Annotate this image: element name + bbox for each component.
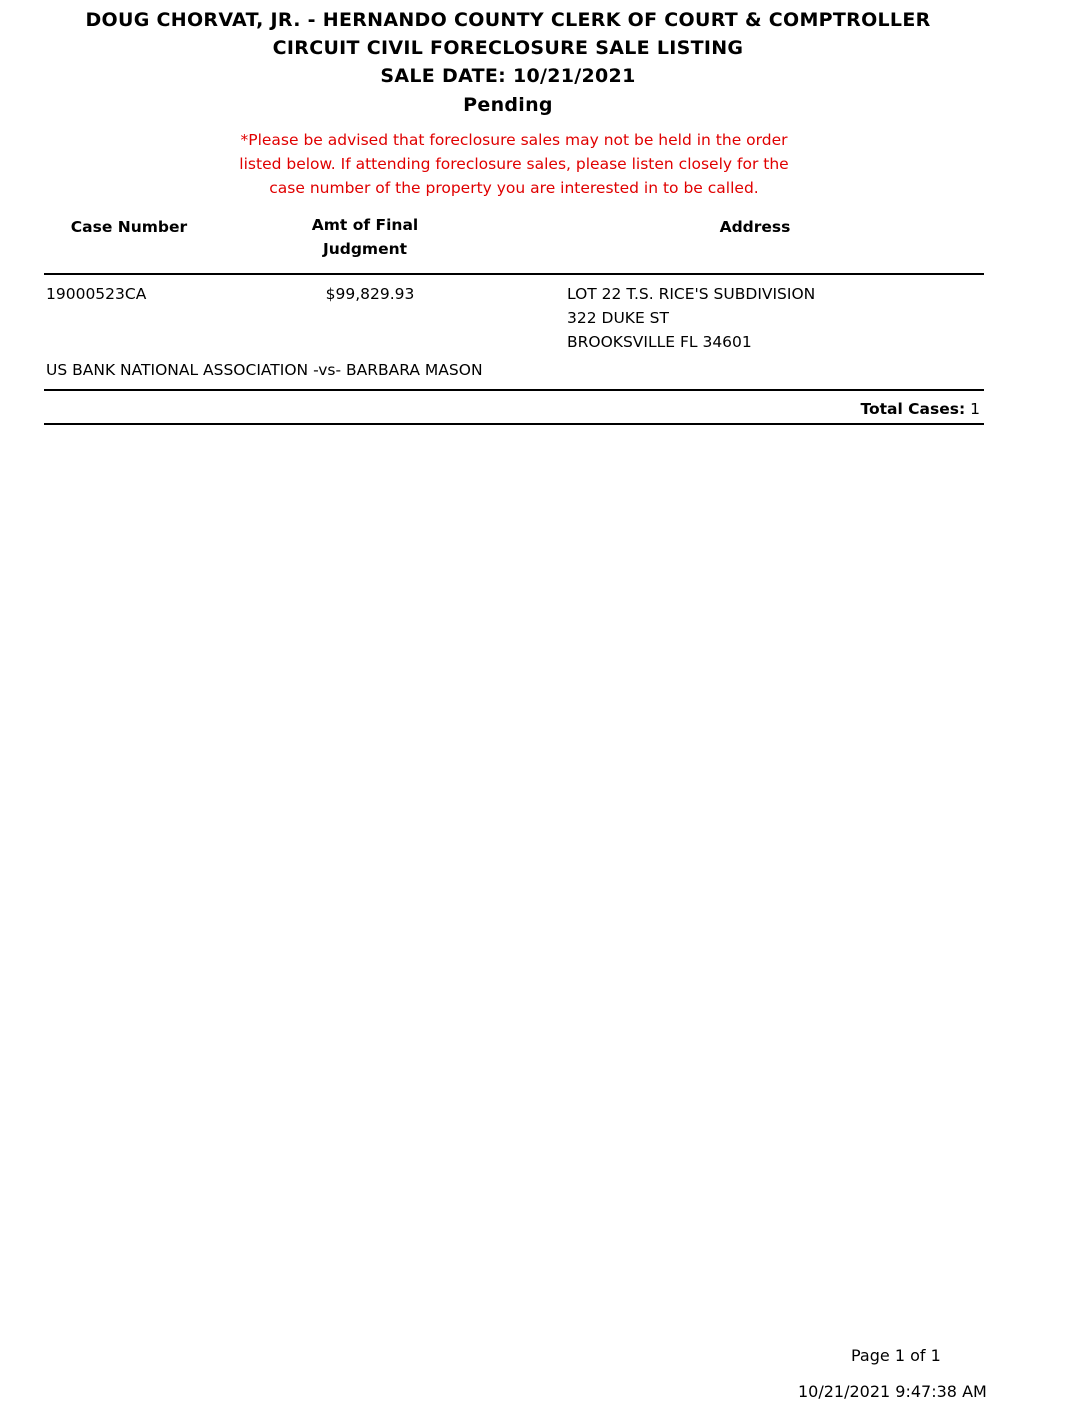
notice-line-3: case number of the property you are interested in to be called. <box>269 179 759 197</box>
row-divider <box>44 389 984 391</box>
status-label: Pending <box>463 94 553 116</box>
notice-line-2: listed below. If attending foreclosure sales, please listen closely for the <box>239 155 789 173</box>
footer-divider <box>44 423 984 425</box>
address-line-1: LOT 22 T.S. RICE'S SUBDIVISION <box>567 285 816 303</box>
total-cases-label: Total Cases: <box>860 400 966 418</box>
column-header-case-number: Case Number <box>70 218 188 236</box>
column-header-amount-line2: Judgment <box>322 240 408 258</box>
notice-line-1: *Please be advised that foreclosure sales may not be held in the order <box>240 131 788 149</box>
listing-title: CIRCUIT CIVIL FORECLOSURE SALE LISTING <box>272 37 744 59</box>
column-header-amount <box>280 213 450 261</box>
sale-date: SALE DATE: 10/21/2021 <box>380 65 636 87</box>
case-parties: US BANK NATIONAL ASSOCIATION -vs- BARBARA MASON <box>46 361 483 379</box>
case-number: 19000523CA <box>46 285 147 303</box>
column-header-amount-line1: Amt of Final <box>311 216 419 234</box>
judgment-amount: $99,829.93 <box>325 285 415 303</box>
property-address <box>567 282 815 354</box>
address-line-2: 322 DUKE ST <box>567 309 669 327</box>
print-timestamp: 10/21/2021 9:47:38 AM <box>798 1382 987 1401</box>
total-cases <box>860 397 980 421</box>
clerk-title: DOUG CHORVAT, JR. - HERNANDO COUNTY CLERK OF COURT & COMPTROLLER <box>85 9 931 31</box>
page-number: Page 1 of 1 <box>851 1346 941 1365</box>
address-line-3: BROOKSVILLE FL 34601 <box>567 333 752 351</box>
total-cases-count: 1 <box>970 400 980 418</box>
header-divider <box>44 273 984 275</box>
column-header-address: Address <box>719 218 791 236</box>
